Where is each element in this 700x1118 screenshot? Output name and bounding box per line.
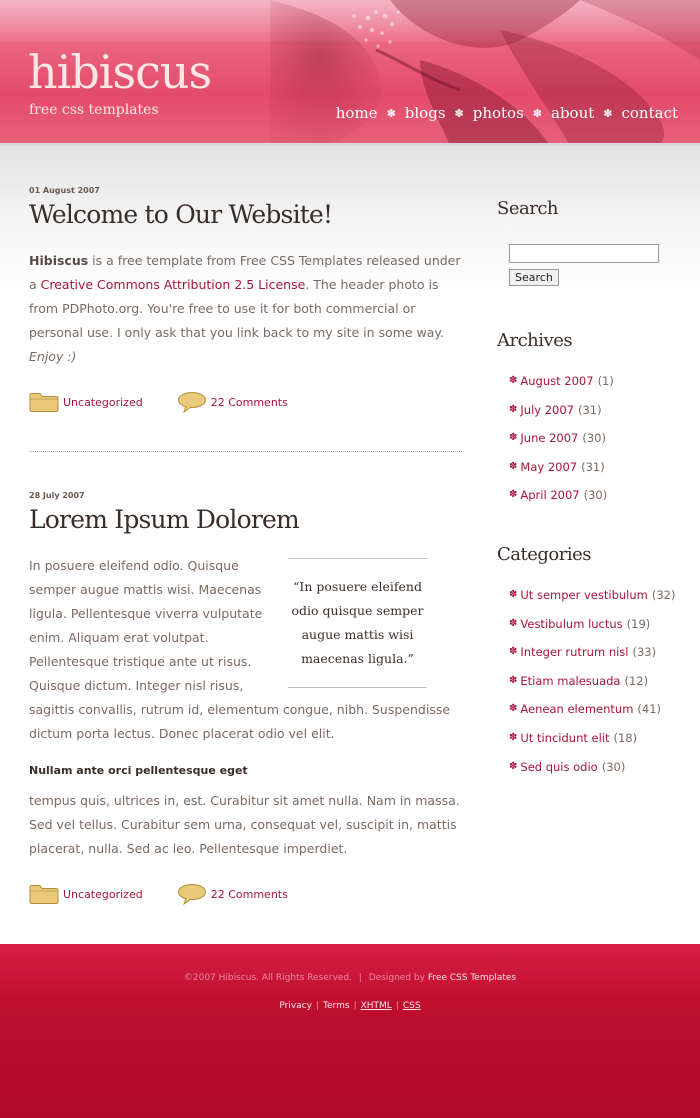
body-text: is a free template from Free CSS Templates released under a	[29, 253, 461, 292]
xhtml-link[interactable]: XHTML	[360, 1001, 392, 1011]
body-text: In posuere eleifend odio. Quisque semper augue mattis wisi. Maecenas ligula. Pellentesque viverra vulputate enim. Aliquam erat volutpat. Pellentesque tristique ante ut risus. Quisque dictum. Integer nisl risus, sagittis convallis, rutrum id, elementum congue, nibh. Suspendisse dictum porta lectus. Donec placerat odio vel elit.	[29, 558, 451, 741]
archives-count: (31)	[581, 459, 605, 474]
archives-item	[509, 481, 687, 510]
copyright-text: ©2007 Hibiscus. All Rights Reserved.	[183, 973, 352, 983]
category-link[interactable]: Uncategorized	[63, 887, 143, 901]
post-date: 28 July 2007	[29, 491, 85, 500]
categories-link[interactable]: Ut tincidunt elit	[520, 730, 610, 745]
search-section	[497, 198, 687, 286]
search-input[interactable]	[509, 244, 659, 263]
categories-link[interactable]: Etiam malesuada	[520, 673, 621, 688]
brand-name: Hibiscus	[29, 253, 89, 268]
categories-link[interactable]: Integer rutrum nisl	[520, 645, 629, 660]
categories-item	[509, 581, 687, 610]
categories-item	[509, 724, 687, 753]
flower-bullet-icon: ✽	[509, 760, 518, 772]
post-comments	[177, 391, 288, 413]
post-body	[29, 554, 462, 746]
post	[29, 491, 462, 905]
post	[29, 186, 462, 452]
categories-section	[497, 544, 687, 781]
archives-count: (31)	[578, 402, 602, 417]
categories-link[interactable]: Ut semper vestibulum	[520, 587, 648, 602]
search-form	[509, 244, 687, 286]
categories-count: (19)	[626, 616, 651, 631]
categories-item	[509, 753, 687, 782]
archives-list	[509, 367, 687, 510]
menu-photos[interactable]: photos	[472, 104, 524, 122]
site-title[interactable]: hibiscus	[28, 45, 212, 99]
footer-separator: |	[358, 973, 362, 983]
folder-icon	[29, 884, 59, 904]
flower-bullet-icon: ✽	[509, 617, 518, 629]
flower-separator-icon: ✽	[603, 106, 613, 120]
menu-contact[interactable]: contact	[621, 104, 678, 122]
categories-title: Categories	[497, 543, 591, 565]
menu-home[interactable]: home	[335, 104, 378, 122]
comments-link[interactable]: 22 Comments	[210, 395, 288, 409]
license-link[interactable]: Creative Commons Attribution 2.5 License	[40, 277, 306, 292]
post-date: 01 August 2007	[29, 186, 100, 195]
archives-item	[509, 367, 687, 396]
archives-item	[509, 453, 687, 482]
post-meta	[29, 883, 462, 905]
archives-section	[497, 330, 687, 510]
archives-link[interactable]: July 2007	[520, 402, 574, 417]
categories-count: (12)	[624, 673, 649, 688]
site-tagline: free css templates	[29, 102, 159, 118]
footer-separator: |	[395, 1001, 399, 1011]
flower-bullet-icon: ✽	[509, 489, 518, 501]
flower-separator-icon: ✽	[386, 106, 396, 120]
speech-bubble-icon	[177, 391, 207, 413]
body-emphasis: Enjoy :)	[29, 349, 77, 364]
flower-bullet-icon: ✽	[509, 403, 518, 415]
footer	[0, 944, 700, 1118]
header	[0, 0, 700, 146]
archives-count: (1)	[597, 374, 614, 388]
archives-link[interactable]: August 2007	[520, 374, 594, 388]
hibiscus-photo	[250, 0, 700, 146]
flower-bullet-icon: ✽	[509, 432, 518, 444]
flower-separator-icon: ✽	[532, 106, 543, 120]
post-category	[29, 392, 143, 412]
category-link[interactable]: Uncategorized	[63, 395, 143, 409]
designed-by-text: Designed by	[368, 973, 425, 983]
archives-title: Archives	[497, 330, 573, 351]
categories-link[interactable]: Vestibulum luctus	[520, 616, 623, 631]
post-comments	[177, 883, 288, 905]
categories-count: (18)	[613, 730, 638, 745]
comments-link[interactable]: 22 Comments	[210, 887, 288, 901]
terms-link[interactable]: Terms	[323, 1001, 350, 1011]
footer-credits	[0, 973, 700, 983]
post-body: tempus quis, ultrices in, est. Curabitur sit amet nulla. Nam in massa. Sed vel tellus. Curabitur sem urna, consequat vel, suscipit in, mattis placerat, nulla. Sed ac leo. Pellentesque imperdiet.	[29, 793, 460, 856]
flower-bullet-icon: ✽	[509, 674, 518, 686]
body-text: . The header photo is from PDPhoto.org. You're free to use it for both commercial or personal use. I only ask that you link back to my site in some way.	[29, 277, 445, 340]
privacy-link[interactable]: Privacy	[279, 1001, 312, 1011]
search-title: Search	[497, 198, 558, 219]
menu-blogs[interactable]: blogs	[404, 104, 446, 122]
pull-quote: “In posuere eleifend odio quisque semper augue mattis wisi maecenas ligula.”	[288, 558, 427, 688]
flower-bullet-icon: ✽	[509, 460, 518, 472]
sidebar	[497, 198, 687, 781]
archives-count: (30)	[583, 488, 608, 503]
archives-item	[509, 396, 687, 425]
post-body	[29, 249, 462, 369]
speech-bubble-icon	[177, 883, 207, 905]
categories-link[interactable]: Aenean elementum	[520, 702, 634, 717]
footer-separator: |	[353, 1001, 357, 1011]
categories-count: (33)	[632, 645, 657, 660]
menu-about[interactable]: about	[551, 104, 595, 122]
categories-count: (32)	[651, 587, 676, 602]
main-content	[29, 186, 462, 905]
flower-bullet-icon: ✽	[509, 646, 518, 658]
categories-list	[509, 581, 687, 781]
flower-bullet-icon: ✽	[509, 588, 518, 600]
post-divider	[29, 451, 462, 452]
flower-bullet-icon: ✽	[509, 375, 518, 386]
categories-count: (30)	[601, 759, 626, 774]
css-link[interactable]: CSS	[402, 1001, 421, 1011]
post-subheading: Nullam ante orci pellentesque eget	[29, 764, 248, 777]
categories-item	[509, 638, 687, 667]
flower-bullet-icon: ✽	[509, 731, 518, 743]
categories-count: (41)	[637, 702, 662, 717]
post-category	[29, 884, 143, 904]
designer-link[interactable]: Free CSS Templates	[427, 973, 517, 983]
archives-count: (30)	[582, 431, 606, 446]
categories-link[interactable]: Sed quis odio	[520, 759, 598, 774]
search-button[interactable]: Search	[509, 269, 559, 286]
footer-separator: |	[316, 1001, 320, 1011]
main-menu	[336, 104, 678, 122]
post-title[interactable]: Welcome to Our Website!	[29, 200, 333, 229]
flower-bullet-icon: ✽	[509, 703, 518, 715]
categories-item	[509, 695, 687, 724]
flower-separator-icon: ✽	[454, 106, 464, 120]
categories-item	[509, 610, 687, 639]
categories-item	[509, 667, 687, 696]
archives-item	[509, 424, 687, 453]
post-title[interactable]: Lorem Ipsum Dolorem	[29, 505, 299, 534]
archives-link[interactable]: May 2007	[520, 459, 578, 474]
folder-icon	[29, 392, 59, 412]
archives-link[interactable]: June 2007	[520, 431, 579, 446]
archives-link[interactable]: April 2007	[520, 488, 580, 503]
post-meta	[29, 391, 462, 413]
footer-links	[0, 1001, 700, 1011]
